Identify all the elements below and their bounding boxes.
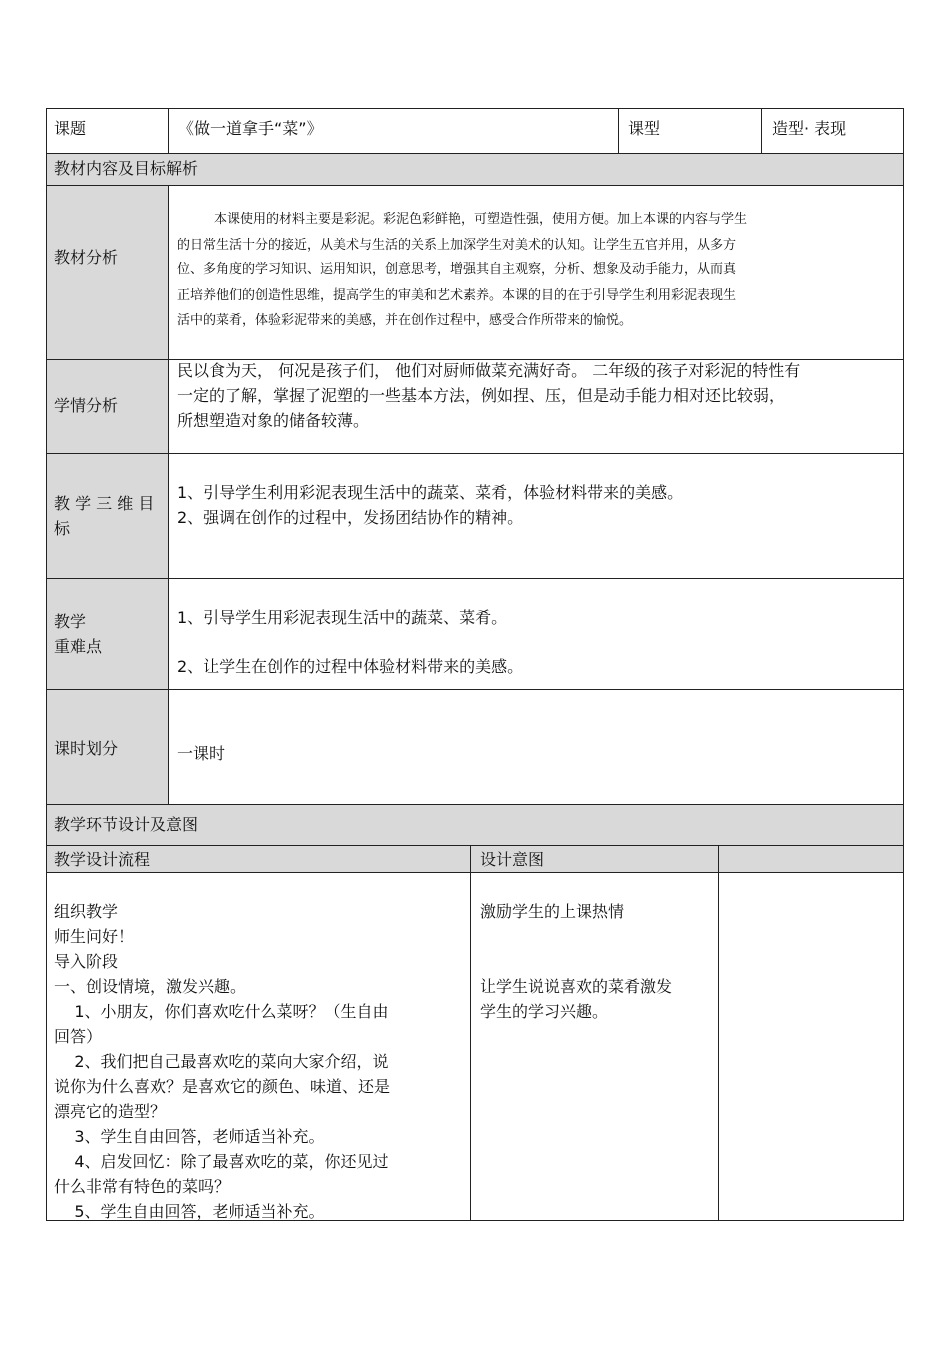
topic-value: 《做一道拿手“菜”》 (178, 119, 323, 138)
type-value: 造型· 表现 (772, 119, 847, 138)
goals-line: 1、引导学生利用彩泥表现生活中的蔬菜、菜肴，体验材料带来的美感。 (177, 483, 684, 502)
analysis-line: 本课使用的材料主要是彩泥。彩泥色彩鲜艳，可塑造性强，使用方便。加上本课的内容与学生 (214, 212, 748, 227)
row-divider (46, 453, 904, 454)
row-divider (46, 578, 904, 579)
hours-value: 一课时 (177, 744, 226, 763)
flow-line: 4、启发回忆：除了最喜欢吃的菜，你还见过 (54, 1152, 389, 1171)
row-divider (46, 185, 904, 186)
students-label: 学情分析 (54, 396, 119, 415)
keypoints-label-line: 重难点 (54, 637, 103, 656)
flow-line: 1、小朋友，你们喜欢吃什么菜呀？（生自由 (54, 1002, 389, 1021)
flow-line: 漂亮它的造型？ (54, 1102, 167, 1121)
col-divider (470, 845, 471, 1221)
analysis-line: 位、多角度的学习知识、运用知识，创意思考，增强其自主观察，分析、想象及动手能力，从而真 (177, 262, 737, 277)
design-flow (54, 899, 464, 1224)
flow-line: 一、创设情境，激发兴趣。 (54, 977, 247, 996)
col-divider (761, 108, 762, 154)
flow-line: 什么非常有特色的菜吗？ (54, 1177, 231, 1196)
students-line: 所想塑造对象的储备较薄。 (177, 411, 370, 430)
analysis-line: 正培养他们的创造性思维，提高学生的审美和艺术素养。本课的目的在于引导学生利用彩泥表现生 (177, 288, 737, 303)
analysis-line: 的日常生活十分的接近，从美术与生活的关系上加深学生对美术的认知。让学生五官并用，从多方 (177, 238, 737, 253)
intent-text: 激励学生的上课热情 (480, 902, 625, 921)
goals-label-line: 教 学 三 维 目 (54, 494, 155, 513)
flow-line: 3、学生自由回答，老师适当补充。 (54, 1127, 325, 1146)
analysis-label: 教材分析 (54, 248, 119, 267)
flow-line: 5、学生自由回答，老师适当补充。 (54, 1202, 325, 1221)
intent-text: 学生的学习兴趣。 (480, 1002, 609, 1021)
design-col2-header: 设计意图 (480, 850, 545, 869)
type-label: 课型 (628, 119, 661, 138)
keypoints-line: 2、让学生在创作的过程中体验材料带来的美感。 (177, 657, 524, 676)
hours-label: 课时划分 (54, 739, 119, 758)
row-divider (46, 689, 904, 690)
flow-line: 2、我们把自己最喜欢吃的菜向大家介绍，说 (54, 1052, 389, 1071)
intent-text: 让学生说说喜欢的菜肴激发 (480, 977, 673, 996)
row-divider (46, 804, 904, 805)
analysis-line: 活中的菜肴，体验彩泥带来的美感，并在创作过程中，感受合作所带来的愉悦。 (177, 313, 633, 328)
goals-label-line: 标 (54, 519, 71, 538)
flow-line: 回答） (54, 1027, 103, 1046)
students-line: 一定的了解，掌握了泥塑的一些基本方法，例如捏、压，但是动手能力相对还比较弱， (177, 386, 786, 405)
design-col1-header: 教学设计流程 (54, 850, 151, 869)
col-divider (618, 108, 619, 154)
goals-line: 2、强调在创作的过程中，发扬团结协作的精神。 (177, 508, 524, 527)
section2-title: 教学环节设计及意图 (54, 815, 199, 834)
flow-line: 导入阶段 (54, 952, 119, 971)
section1-title: 教材内容及目标解析 (54, 159, 199, 178)
keypoints-line: 1、引导学生用彩泥表现生活中的蔬菜、菜肴。 (177, 608, 508, 627)
flow-line: 师生问好！ (54, 927, 135, 946)
col-divider (718, 845, 719, 1221)
flow-line: 说你为什么喜欢？是喜欢它的颜色、味道、还是 (54, 1077, 391, 1096)
row-divider (46, 872, 904, 873)
row-divider (46, 845, 904, 846)
students-line: 民以食为天， 何况是孩子们， 他们对厨师做菜充满好奇。 二年级的孩子对彩泥的特性有 (177, 361, 801, 380)
row-divider (46, 153, 904, 154)
topic-label: 课题 (54, 119, 87, 138)
flow-line: 组织教学 (54, 902, 119, 921)
keypoints-label-line: 教学 (54, 612, 87, 631)
col-divider (168, 185, 169, 805)
col-divider (168, 108, 169, 154)
